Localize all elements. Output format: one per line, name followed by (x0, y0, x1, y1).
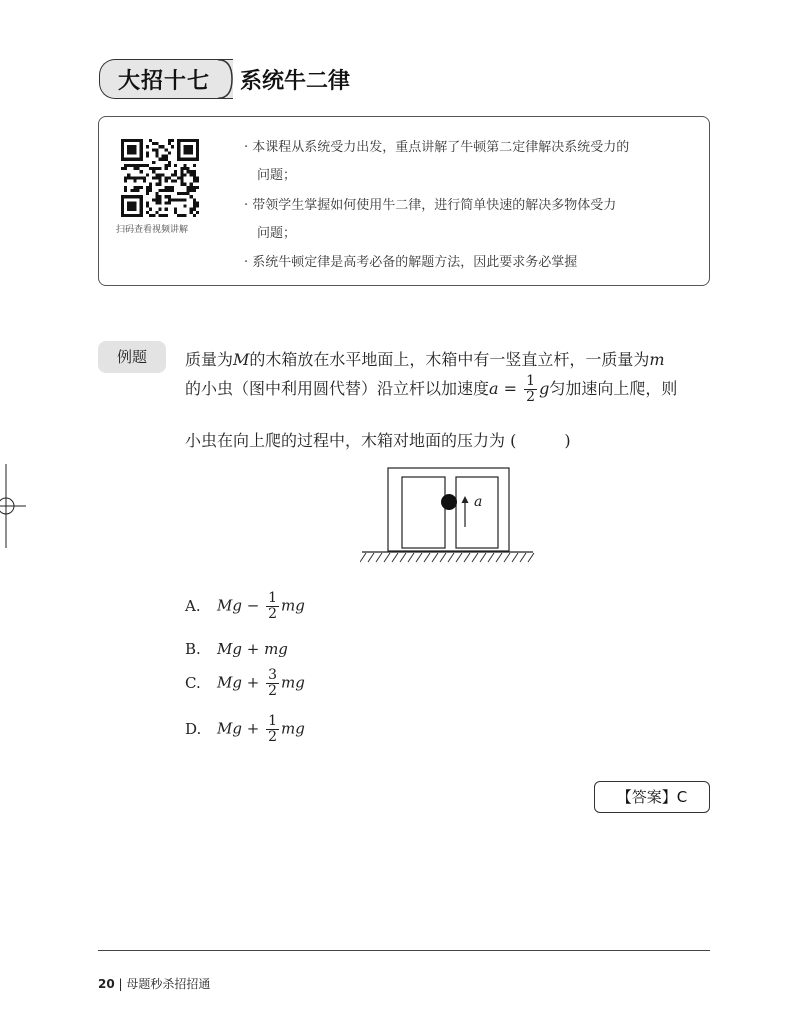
intro-bullet-3: · 系统牛顿定律是高考必备的解题方法，因此要求务必掌握 (244, 255, 578, 270)
acceleration-label: a (474, 494, 483, 510)
fraction-half: $\frac{1}{2}$ (526, 373, 536, 405)
intro-bullet-1: · 本课程从系统受力出发，重点讲解了牛顿第二定律解决系统受力的 (244, 140, 630, 155)
footer-separator: | (118, 977, 123, 991)
question-line-3: 小虫在向上爬的过程中，木箱对地面的压力为 ( ) (185, 431, 571, 450)
option-a[interactable]: A. Mg − $\frac{1}{2}$ mg (185, 590, 305, 622)
book-title: 母题秒杀招招通 (126, 977, 211, 991)
option-d[interactable]: D. Mg + $\frac{1}{2}$ mg (185, 713, 305, 745)
question-line-2: 的小虫（图中利用圆代替）沿立杆以加速度a = $\frac{1}{2}$ g匀加速向上爬，则 (185, 373, 678, 405)
intro-bullet-2: · 带领学生掌握如何使用牛二律，进行简单快速的解决多物体受力 (244, 198, 617, 213)
crop-mark (0, 464, 30, 548)
option-c[interactable]: C. Mg + $\frac{3}{2}$ mg (185, 667, 305, 699)
footer (98, 975, 210, 992)
qr-code[interactable] (121, 139, 199, 217)
intro-bullet-2-cont: 问题； (257, 226, 297, 241)
insect-ball (441, 494, 457, 510)
tab-cap-curve (218, 59, 238, 99)
page-number: 20 (98, 977, 115, 991)
box-diagram (360, 465, 536, 565)
chapter-tab-label: 大招十七 (118, 69, 211, 94)
option-b[interactable]: B. Mg + mg (185, 640, 288, 658)
chapter-title: 系统牛二律 (240, 69, 351, 94)
qr-caption: 扫码查看视频讲解 (116, 225, 189, 235)
answer-box: 【答案】C (594, 781, 710, 813)
question-line-1: 质量为M的木箱放在水平地面上，木箱中有一竖直立杆，一质量为m (185, 350, 665, 369)
intro-bullet-1-cont: 问题； (257, 168, 297, 183)
footer-rule (98, 950, 710, 951)
example-badge: 例题 (98, 341, 166, 373)
